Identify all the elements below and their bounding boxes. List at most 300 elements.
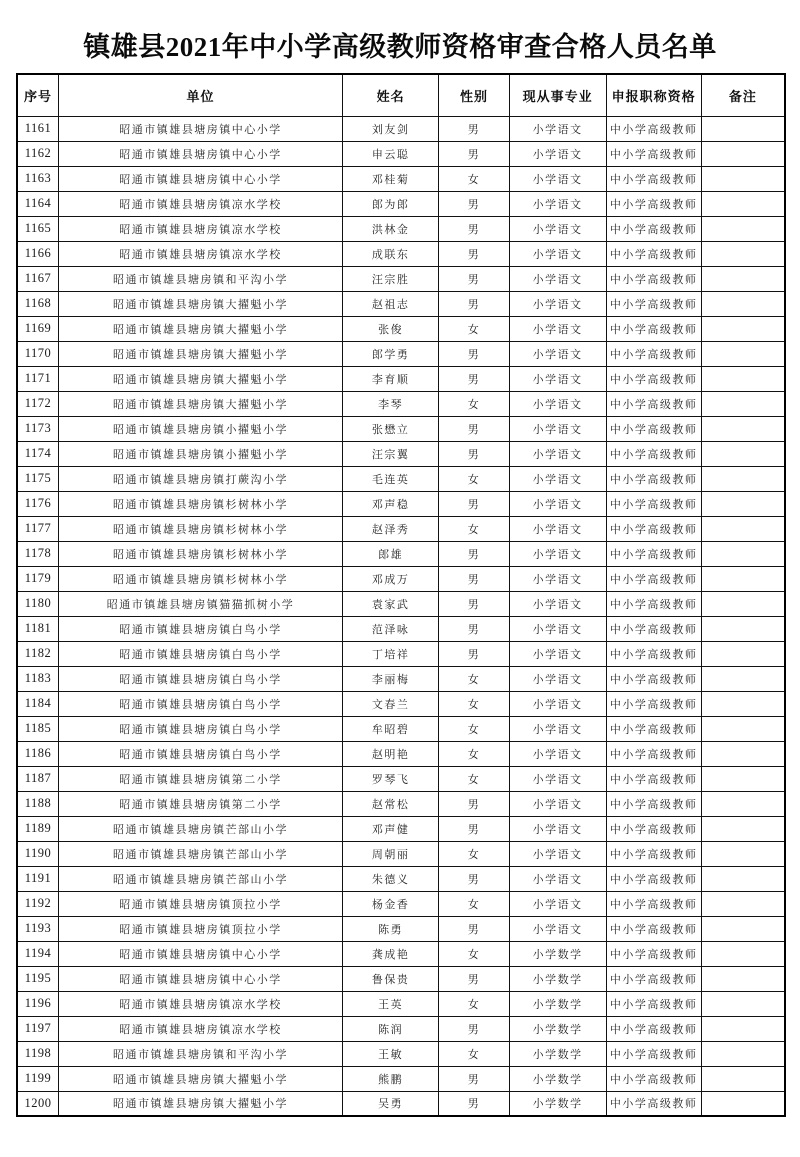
name-cell: 赵常松 — [343, 791, 439, 816]
remarks-cell — [701, 466, 785, 491]
unit-cell: 昭通市镇雄县塘房镇凉水学校 — [58, 991, 342, 1016]
remarks-cell — [701, 391, 785, 416]
name-cell: 赵泽秀 — [343, 516, 439, 541]
title-qualification-cell: 中小学高级教师 — [606, 141, 701, 166]
name-cell: 毛连英 — [343, 466, 439, 491]
name-cell: 朱德义 — [343, 866, 439, 891]
table-row — [17, 691, 785, 716]
subject-cell: 小学语文 — [509, 391, 606, 416]
table-row — [17, 141, 785, 166]
table-row — [17, 516, 785, 541]
unit-cell: 昭通市镇雄县塘房镇白鸟小学 — [58, 741, 342, 766]
unit-cell: 昭通市镇雄县塘房镇和平沟小学 — [58, 266, 342, 291]
serial-cell: 1172 — [17, 391, 58, 416]
name-cell: 赵祖志 — [343, 291, 439, 316]
serial-cell: 1181 — [17, 616, 58, 641]
table-row — [17, 966, 785, 991]
remarks-cell — [701, 516, 785, 541]
unit-cell: 昭通市镇雄县塘房镇大擢魁小学 — [58, 291, 342, 316]
unit-cell: 昭通市镇雄县塘房镇和平沟小学 — [58, 1041, 342, 1066]
serial-cell: 1182 — [17, 641, 58, 666]
table-row — [17, 891, 785, 916]
title-qualification-cell: 中小学高级教师 — [606, 941, 701, 966]
subject-cell: 小学语文 — [509, 491, 606, 516]
serial-cell: 1186 — [17, 741, 58, 766]
subject-cell: 小学语文 — [509, 366, 606, 391]
table-row — [17, 216, 785, 241]
name-cell: 龚成艳 — [343, 941, 439, 966]
subject-cell: 小学语文 — [509, 866, 606, 891]
subject-cell: 小学语文 — [509, 416, 606, 441]
table-row — [17, 316, 785, 341]
unit-cell: 昭通市镇雄县塘房镇白鸟小学 — [58, 716, 342, 741]
table-row — [17, 1066, 785, 1091]
gender-cell: 男 — [439, 216, 510, 241]
gender-cell: 男 — [439, 566, 510, 591]
unit-cell: 昭通市镇雄县塘房镇大擢魁小学 — [58, 366, 342, 391]
title-qualification-cell: 中小学高级教师 — [606, 891, 701, 916]
gender-cell: 女 — [439, 666, 510, 691]
gender-cell: 女 — [439, 466, 510, 491]
serial-cell: 1194 — [17, 941, 58, 966]
name-cell: 范泽咏 — [343, 616, 439, 641]
serial-cell: 1171 — [17, 366, 58, 391]
gender-cell: 男 — [439, 1091, 510, 1116]
gender-cell: 男 — [439, 916, 510, 941]
name-cell: 张俊 — [343, 316, 439, 341]
gender-cell: 男 — [439, 791, 510, 816]
serial-cell: 1198 — [17, 1041, 58, 1066]
gender-cell: 女 — [439, 391, 510, 416]
unit-cell: 昭通市镇雄县塘房镇中心小学 — [58, 141, 342, 166]
remarks-cell — [701, 616, 785, 641]
gender-cell: 男 — [439, 866, 510, 891]
remarks-cell — [701, 316, 785, 341]
title-qualification-cell: 中小学高级教师 — [606, 716, 701, 741]
name-cell: 申云聪 — [343, 141, 439, 166]
column-header-0: 序号 — [17, 74, 58, 116]
serial-cell: 1163 — [17, 166, 58, 191]
gender-cell: 男 — [439, 816, 510, 841]
unit-cell: 昭通市镇雄县塘房镇芒部山小学 — [58, 816, 342, 841]
subject-cell: 小学语文 — [509, 266, 606, 291]
remarks-cell — [701, 441, 785, 466]
serial-cell: 1200 — [17, 1091, 58, 1116]
subject-cell: 小学数学 — [509, 1091, 606, 1116]
remarks-cell — [701, 991, 785, 1016]
subject-cell: 小学语文 — [509, 141, 606, 166]
gender-cell: 男 — [439, 491, 510, 516]
title-qualification-cell: 中小学高级教师 — [606, 541, 701, 566]
table-row — [17, 866, 785, 891]
unit-cell: 昭通市镇雄县塘房镇第二小学 — [58, 766, 342, 791]
header-row — [17, 74, 785, 116]
gender-cell: 女 — [439, 166, 510, 191]
gender-cell: 女 — [439, 766, 510, 791]
unit-cell: 昭通市镇雄县塘房镇小擢魁小学 — [58, 416, 342, 441]
column-header-1: 单位 — [58, 74, 342, 116]
column-header-6: 备注 — [701, 74, 785, 116]
table-row — [17, 591, 785, 616]
table-row — [17, 641, 785, 666]
title-qualification-cell: 中小学高级教师 — [606, 416, 701, 441]
remarks-cell — [701, 166, 785, 191]
unit-cell: 昭通市镇雄县塘房镇白鸟小学 — [58, 691, 342, 716]
title-qualification-cell: 中小学高级教师 — [606, 591, 701, 616]
subject-cell: 小学语文 — [509, 816, 606, 841]
subject-cell: 小学数学 — [509, 991, 606, 1016]
table-row — [17, 416, 785, 441]
table-row — [17, 841, 785, 866]
title-qualification-cell: 中小学高级教师 — [606, 566, 701, 591]
serial-cell: 1187 — [17, 766, 58, 791]
gender-cell: 女 — [439, 941, 510, 966]
title-qualification-cell: 中小学高级教师 — [606, 166, 701, 191]
serial-cell: 1183 — [17, 666, 58, 691]
serial-cell: 1196 — [17, 991, 58, 1016]
unit-cell: 昭通市镇雄县塘房镇凉水学校 — [58, 241, 342, 266]
remarks-cell — [701, 841, 785, 866]
name-cell: 郎学勇 — [343, 341, 439, 366]
table-header — [17, 74, 785, 116]
table-row — [17, 241, 785, 266]
table-row — [17, 341, 785, 366]
name-cell: 周朝丽 — [343, 841, 439, 866]
table-row — [17, 716, 785, 741]
title-qualification-cell: 中小学高级教师 — [606, 791, 701, 816]
title-qualification-cell: 中小学高级教师 — [606, 266, 701, 291]
title-qualification-cell: 中小学高级教师 — [606, 816, 701, 841]
title-qualification-cell: 中小学高级教师 — [606, 916, 701, 941]
name-cell: 邓桂菊 — [343, 166, 439, 191]
name-cell: 邓成万 — [343, 566, 439, 591]
serial-cell: 1191 — [17, 866, 58, 891]
table-row — [17, 366, 785, 391]
table-body — [17, 116, 785, 1116]
table-row — [17, 616, 785, 641]
gender-cell: 男 — [439, 641, 510, 666]
serial-cell: 1162 — [17, 141, 58, 166]
title-qualification-cell: 中小学高级教师 — [606, 1041, 701, 1066]
subject-cell: 小学语文 — [509, 516, 606, 541]
title-qualification-cell: 中小学高级教师 — [606, 391, 701, 416]
remarks-cell — [701, 491, 785, 516]
unit-cell: 昭通市镇雄县塘房镇大擢魁小学 — [58, 316, 342, 341]
subject-cell: 小学数学 — [509, 1016, 606, 1041]
table-row — [17, 916, 785, 941]
name-cell: 李丽梅 — [343, 666, 439, 691]
table-row — [17, 991, 785, 1016]
gender-cell: 男 — [439, 141, 510, 166]
table-row — [17, 1041, 785, 1066]
serial-cell: 1195 — [17, 966, 58, 991]
name-cell: 汪宗翼 — [343, 441, 439, 466]
gender-cell: 女 — [439, 891, 510, 916]
serial-cell: 1180 — [17, 591, 58, 616]
table-row — [17, 566, 785, 591]
gender-cell: 男 — [439, 241, 510, 266]
unit-cell: 昭通市镇雄县塘房镇凉水学校 — [58, 1016, 342, 1041]
table-row — [17, 816, 785, 841]
subject-cell: 小学语文 — [509, 616, 606, 641]
gender-cell: 男 — [439, 441, 510, 466]
table-row — [17, 741, 785, 766]
table-row — [17, 541, 785, 566]
gender-cell: 男 — [439, 1066, 510, 1091]
remarks-cell — [701, 866, 785, 891]
serial-cell: 1178 — [17, 541, 58, 566]
remarks-cell — [701, 366, 785, 391]
unit-cell: 昭通市镇雄县塘房镇杉树林小学 — [58, 516, 342, 541]
title-qualification-cell: 中小学高级教师 — [606, 1016, 701, 1041]
gender-cell: 男 — [439, 541, 510, 566]
serial-cell: 1161 — [17, 116, 58, 141]
table-row — [17, 1091, 785, 1116]
remarks-cell — [701, 416, 785, 441]
unit-cell: 昭通市镇雄县塘房镇第二小学 — [58, 791, 342, 816]
subject-cell: 小学语文 — [509, 566, 606, 591]
name-cell: 洪林金 — [343, 216, 439, 241]
remarks-cell — [701, 716, 785, 741]
title-qualification-cell: 中小学高级教师 — [606, 766, 701, 791]
unit-cell: 昭通市镇雄县塘房镇白鸟小学 — [58, 666, 342, 691]
gender-cell: 男 — [439, 116, 510, 141]
gender-cell: 女 — [439, 716, 510, 741]
title-qualification-cell: 中小学高级教师 — [606, 966, 701, 991]
table-row — [17, 791, 785, 816]
title-qualification-cell: 中小学高级教师 — [606, 1066, 701, 1091]
remarks-cell — [701, 941, 785, 966]
name-cell: 陈润 — [343, 1016, 439, 1041]
title-qualification-cell: 中小学高级教师 — [606, 866, 701, 891]
unit-cell: 昭通市镇雄县塘房镇杉树林小学 — [58, 566, 342, 591]
name-cell: 杨金香 — [343, 891, 439, 916]
name-cell: 郎为郎 — [343, 191, 439, 216]
name-cell: 吴勇 — [343, 1091, 439, 1116]
column-header-2: 姓名 — [343, 74, 439, 116]
serial-cell: 1185 — [17, 716, 58, 741]
remarks-cell — [701, 341, 785, 366]
unit-cell: 昭通市镇雄县塘房镇中心小学 — [58, 966, 342, 991]
name-cell: 王英 — [343, 991, 439, 1016]
unit-cell: 昭通市镇雄县塘房镇凉水学校 — [58, 216, 342, 241]
subject-cell: 小学语文 — [509, 716, 606, 741]
column-header-3: 性别 — [439, 74, 510, 116]
remarks-cell — [701, 291, 785, 316]
table-row — [17, 941, 785, 966]
title-qualification-cell: 中小学高级教师 — [606, 341, 701, 366]
subject-cell: 小学语文 — [509, 641, 606, 666]
serial-cell: 1170 — [17, 341, 58, 366]
subject-cell: 小学语文 — [509, 916, 606, 941]
serial-cell: 1199 — [17, 1066, 58, 1091]
serial-cell: 1173 — [17, 416, 58, 441]
name-cell: 牟昭碧 — [343, 716, 439, 741]
serial-cell: 1184 — [17, 691, 58, 716]
subject-cell: 小学数学 — [509, 941, 606, 966]
table-row — [17, 466, 785, 491]
table-row — [17, 441, 785, 466]
subject-cell: 小学语文 — [509, 191, 606, 216]
remarks-cell — [701, 891, 785, 916]
gender-cell: 女 — [439, 516, 510, 541]
serial-cell: 1197 — [17, 1016, 58, 1041]
column-header-5: 申报职称资格 — [606, 74, 701, 116]
title-qualification-cell: 中小学高级教师 — [606, 641, 701, 666]
column-header-4: 现从事专业 — [509, 74, 606, 116]
name-cell: 丁培祥 — [343, 641, 439, 666]
remarks-cell — [701, 191, 785, 216]
remarks-cell — [701, 216, 785, 241]
title-qualification-cell: 中小学高级教师 — [606, 216, 701, 241]
title-qualification-cell: 中小学高级教师 — [606, 366, 701, 391]
name-cell: 张懋立 — [343, 416, 439, 441]
subject-cell: 小学语文 — [509, 666, 606, 691]
name-cell: 成联东 — [343, 241, 439, 266]
remarks-cell — [701, 966, 785, 991]
serial-cell: 1188 — [17, 791, 58, 816]
remarks-cell — [701, 241, 785, 266]
gender-cell: 男 — [439, 616, 510, 641]
subject-cell: 小学语文 — [509, 166, 606, 191]
name-cell: 刘友剑 — [343, 116, 439, 141]
serial-cell: 1166 — [17, 241, 58, 266]
serial-cell: 1176 — [17, 491, 58, 516]
gender-cell: 女 — [439, 316, 510, 341]
remarks-cell — [701, 1091, 785, 1116]
name-cell: 汪宗胜 — [343, 266, 439, 291]
remarks-cell — [701, 766, 785, 791]
serial-cell: 1169 — [17, 316, 58, 341]
name-cell: 邓声健 — [343, 816, 439, 841]
table-row — [17, 266, 785, 291]
title-qualification-cell: 中小学高级教师 — [606, 116, 701, 141]
serial-cell: 1174 — [17, 441, 58, 466]
gender-cell: 男 — [439, 591, 510, 616]
name-cell: 罗琴飞 — [343, 766, 439, 791]
remarks-cell — [701, 566, 785, 591]
title-qualification-cell: 中小学高级教师 — [606, 241, 701, 266]
serial-cell: 1165 — [17, 216, 58, 241]
name-cell: 袁家武 — [343, 591, 439, 616]
subject-cell: 小学语文 — [509, 341, 606, 366]
gender-cell: 男 — [439, 966, 510, 991]
subject-cell: 小学语文 — [509, 216, 606, 241]
unit-cell: 昭通市镇雄县塘房镇顶拉小学 — [58, 916, 342, 941]
unit-cell: 昭通市镇雄县塘房镇小擢魁小学 — [58, 441, 342, 466]
serial-cell: 1179 — [17, 566, 58, 591]
serial-cell: 1177 — [17, 516, 58, 541]
remarks-cell — [701, 741, 785, 766]
name-cell: 熊鹏 — [343, 1066, 439, 1091]
title-qualification-cell: 中小学高级教师 — [606, 616, 701, 641]
table-row — [17, 291, 785, 316]
remarks-cell — [701, 541, 785, 566]
remarks-cell — [701, 791, 785, 816]
title-qualification-cell: 中小学高级教师 — [606, 466, 701, 491]
gender-cell: 女 — [439, 991, 510, 1016]
remarks-cell — [701, 141, 785, 166]
title-qualification-cell: 中小学高级教师 — [606, 991, 701, 1016]
unit-cell: 昭通市镇雄县塘房镇凉水学校 — [58, 191, 342, 216]
name-cell: 邓声稳 — [343, 491, 439, 516]
name-cell: 王敏 — [343, 1041, 439, 1066]
title-qualification-cell: 中小学高级教师 — [606, 291, 701, 316]
table-row — [17, 191, 785, 216]
unit-cell: 昭通市镇雄县塘房镇大擢魁小学 — [58, 341, 342, 366]
subject-cell: 小学语文 — [509, 691, 606, 716]
remarks-cell — [701, 666, 785, 691]
serial-cell: 1168 — [17, 291, 58, 316]
name-cell: 陈勇 — [343, 916, 439, 941]
table-row — [17, 1016, 785, 1041]
title-qualification-cell: 中小学高级教师 — [606, 666, 701, 691]
remarks-cell — [701, 116, 785, 141]
unit-cell: 昭通市镇雄县塘房镇中心小学 — [58, 941, 342, 966]
unit-cell: 昭通市镇雄县塘房镇白鸟小学 — [58, 616, 342, 641]
subject-cell: 小学语文 — [509, 891, 606, 916]
unit-cell: 昭通市镇雄县塘房镇杉树林小学 — [58, 541, 342, 566]
serial-cell: 1167 — [17, 266, 58, 291]
remarks-cell — [701, 916, 785, 941]
table-row — [17, 391, 785, 416]
remarks-cell — [701, 816, 785, 841]
unit-cell: 昭通市镇雄县塘房镇中心小学 — [58, 166, 342, 191]
name-cell: 郎雄 — [343, 541, 439, 566]
gender-cell: 女 — [439, 841, 510, 866]
table-row — [17, 491, 785, 516]
subject-cell: 小学语文 — [509, 791, 606, 816]
serial-cell: 1193 — [17, 916, 58, 941]
serial-cell: 1164 — [17, 191, 58, 216]
gender-cell: 男 — [439, 341, 510, 366]
gender-cell: 男 — [439, 266, 510, 291]
remarks-cell — [701, 641, 785, 666]
subject-cell: 小学语文 — [509, 466, 606, 491]
serial-cell: 1192 — [17, 891, 58, 916]
subject-cell: 小学语文 — [509, 241, 606, 266]
table-row — [17, 116, 785, 141]
gender-cell: 男 — [439, 1016, 510, 1041]
subject-cell: 小学语文 — [509, 591, 606, 616]
title-qualification-cell: 中小学高级教师 — [606, 516, 701, 541]
subject-cell: 小学数学 — [509, 1041, 606, 1066]
page-title: 镇雄县2021年中小学高级教师资格审查合格人员名单 — [83, 32, 717, 62]
remarks-cell — [701, 1066, 785, 1091]
subject-cell: 小学语文 — [509, 741, 606, 766]
subject-cell: 小学数学 — [509, 966, 606, 991]
unit-cell: 昭通市镇雄县塘房镇大擢魁小学 — [58, 1066, 342, 1091]
unit-cell: 昭通市镇雄县塘房镇大擢魁小学 — [58, 391, 342, 416]
table-row — [17, 766, 785, 791]
subject-cell: 小学数学 — [509, 1066, 606, 1091]
subject-cell: 小学语文 — [509, 441, 606, 466]
title-qualification-cell: 中小学高级教师 — [606, 741, 701, 766]
remarks-cell — [701, 1041, 785, 1066]
name-cell: 李琴 — [343, 391, 439, 416]
gender-cell: 男 — [439, 366, 510, 391]
title-qualification-cell: 中小学高级教师 — [606, 1091, 701, 1116]
gender-cell: 男 — [439, 291, 510, 316]
unit-cell: 昭通市镇雄县塘房镇大擢魁小学 — [58, 1091, 342, 1116]
name-cell: 鲁保贵 — [343, 966, 439, 991]
remarks-cell — [701, 691, 785, 716]
subject-cell: 小学语文 — [509, 766, 606, 791]
title-qualification-cell: 中小学高级教师 — [606, 691, 701, 716]
title-qualification-cell: 中小学高级教师 — [606, 441, 701, 466]
name-cell: 文春兰 — [343, 691, 439, 716]
remarks-cell — [701, 266, 785, 291]
